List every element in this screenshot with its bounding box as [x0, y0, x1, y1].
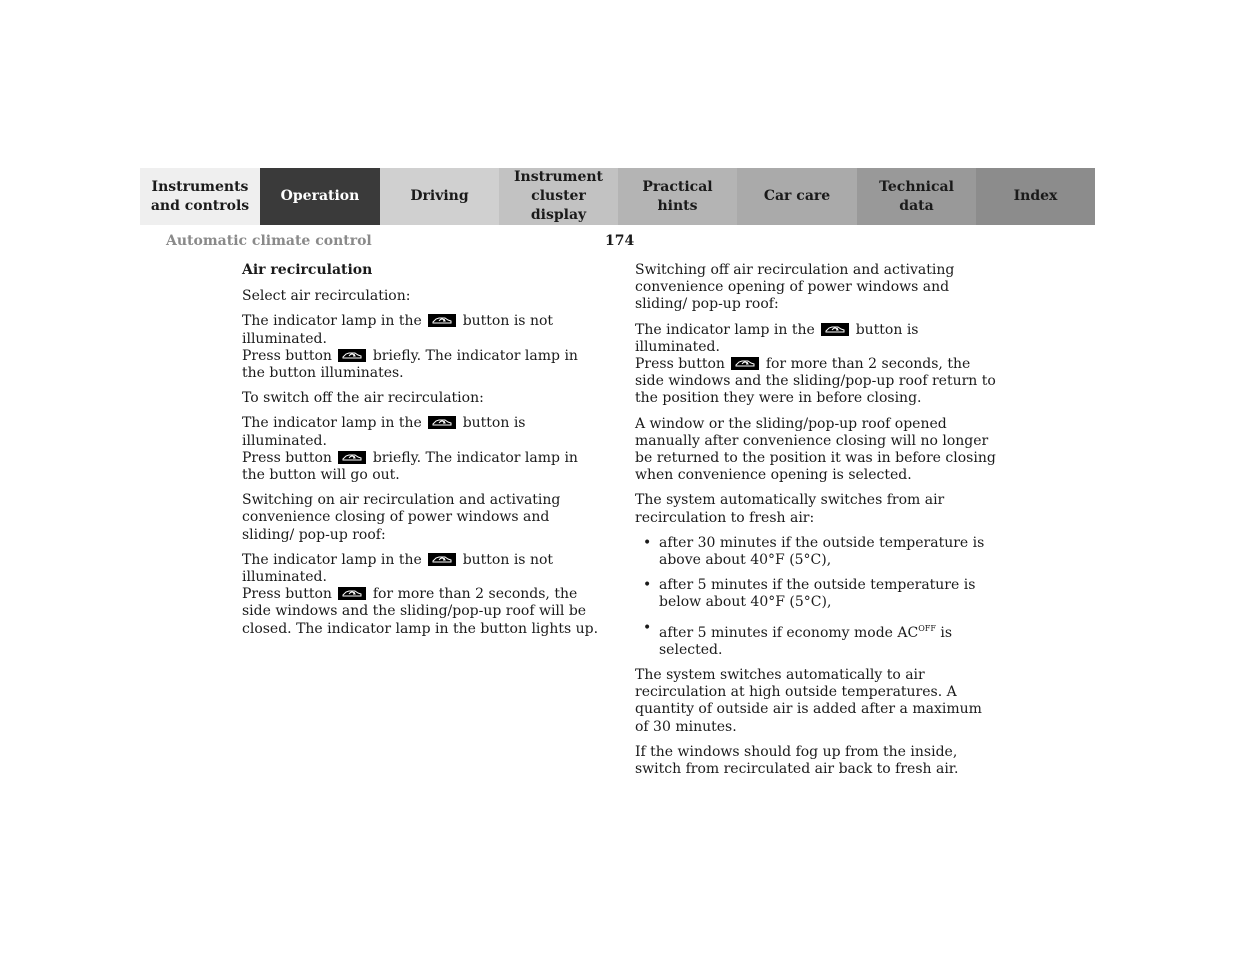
- tab-instrument-cluster-display[interactable]: Instrument cluster display: [499, 168, 618, 225]
- paragraph: To switch off the air recirculation:: [242, 390, 484, 407]
- bullet-icon: •: [643, 534, 652, 551]
- list-item: [635, 535, 997, 569]
- text: for more than 2 seconds, the side windows and the sliding/pop-up roof will be closed. The indicator lamp in the button lights up.: [242, 586, 599, 637]
- recirculation-button-icon: [821, 323, 849, 336]
- paragraph: If the windows should fog up from the inside, switch from recirculated air back to fresh air.: [635, 743, 959, 778]
- text: The indicator lamp in the: [242, 415, 422, 432]
- text: The indicator lamp in the: [635, 321, 815, 338]
- heading-air-recirculation: Air recirculation: [242, 262, 373, 278]
- ac-off-superscript: OFF: [918, 623, 936, 633]
- text: Press button: [242, 449, 332, 466]
- recirculation-button-icon: [731, 357, 759, 370]
- tab-operation[interactable]: Operation: [260, 168, 380, 225]
- right-column: [635, 262, 997, 786]
- paragraph: [242, 552, 604, 638]
- list-item: [635, 577, 997, 611]
- paragraph: Switching off air recirculation and activating convenience opening of power windows and sliding/ pop-up roof:: [635, 262, 955, 313]
- tab-index[interactable]: Index: [976, 168, 1095, 225]
- text: button is illuminated.: [242, 415, 526, 449]
- paragraph: The system switches automatically to air recirculation at high outside temperatures. A quantity of outside air is added after a maximum of 30 minutes.: [635, 667, 982, 735]
- recirculation-button-icon: [428, 416, 456, 429]
- paragraph: Switching on air recirculation and activating convenience closing of power windows and sliding/ pop-up roof:: [242, 492, 561, 543]
- tab-driving[interactable]: Driving: [380, 168, 499, 225]
- recirculation-button-icon: [338, 451, 366, 464]
- paragraph: [635, 322, 997, 408]
- text: button is not illuminated.: [242, 551, 554, 586]
- chapter-tabs: [140, 168, 1095, 225]
- text: Press button: [242, 347, 332, 364]
- recirculation-button-icon: [428, 314, 456, 327]
- left-column: [242, 262, 604, 646]
- paragraph: [242, 313, 604, 382]
- tab-technical-data[interactable]: Technical data: [857, 168, 976, 225]
- text: briefly. The indicator lamp in the button illuminates.: [242, 347, 578, 382]
- text: is selected.: [659, 624, 953, 658]
- paragraph: Select air recirculation:: [242, 288, 411, 305]
- tab-car-care[interactable]: Car care: [737, 168, 857, 225]
- section-title: Automatic climate control: [166, 233, 372, 249]
- text: after 5 minutes if the outside temperature is below about 40°F (5°C),: [659, 577, 976, 611]
- paragraph: [242, 415, 604, 484]
- tab-practical-hints[interactable]: Practical hints: [618, 168, 737, 225]
- text: The indicator lamp in the: [242, 551, 422, 568]
- text: button is illuminated.: [635, 321, 919, 355]
- bullet-icon: •: [643, 577, 652, 594]
- text: briefly. The indicator lamp in the button will go out.: [242, 449, 578, 484]
- bullet-icon: •: [643, 619, 652, 636]
- text: Press button: [242, 586, 332, 603]
- text: after 30 minutes if the outside temperature is above about 40°F (5°C),: [659, 534, 985, 569]
- list-item: [635, 620, 997, 659]
- recirculation-button-icon: [428, 553, 456, 566]
- bullet-list: [635, 535, 997, 659]
- text: after 5 minutes if economy mode AC: [659, 624, 919, 641]
- paragraph: A window or the sliding/pop-up roof opened manually after convenience closing will no longer be returned to the position it was in before closing when convenience opening is selected.: [635, 415, 996, 484]
- paragraph: The system automatically switches from air recirculation to fresh air:: [635, 492, 945, 526]
- text: Press button: [635, 356, 725, 373]
- text: button is not illuminated.: [242, 313, 554, 347]
- recirculation-button-icon: [338, 349, 366, 362]
- recirculation-button-icon: [338, 587, 366, 600]
- text: The indicator lamp in the: [242, 313, 422, 330]
- page-number: 174: [605, 233, 635, 249]
- text: for more than 2 seconds, the side windows and the sliding/pop-up roof return to the position they were in before closing.: [635, 356, 996, 407]
- tab-instruments-and-controls[interactable]: Instruments and controls: [140, 168, 260, 225]
